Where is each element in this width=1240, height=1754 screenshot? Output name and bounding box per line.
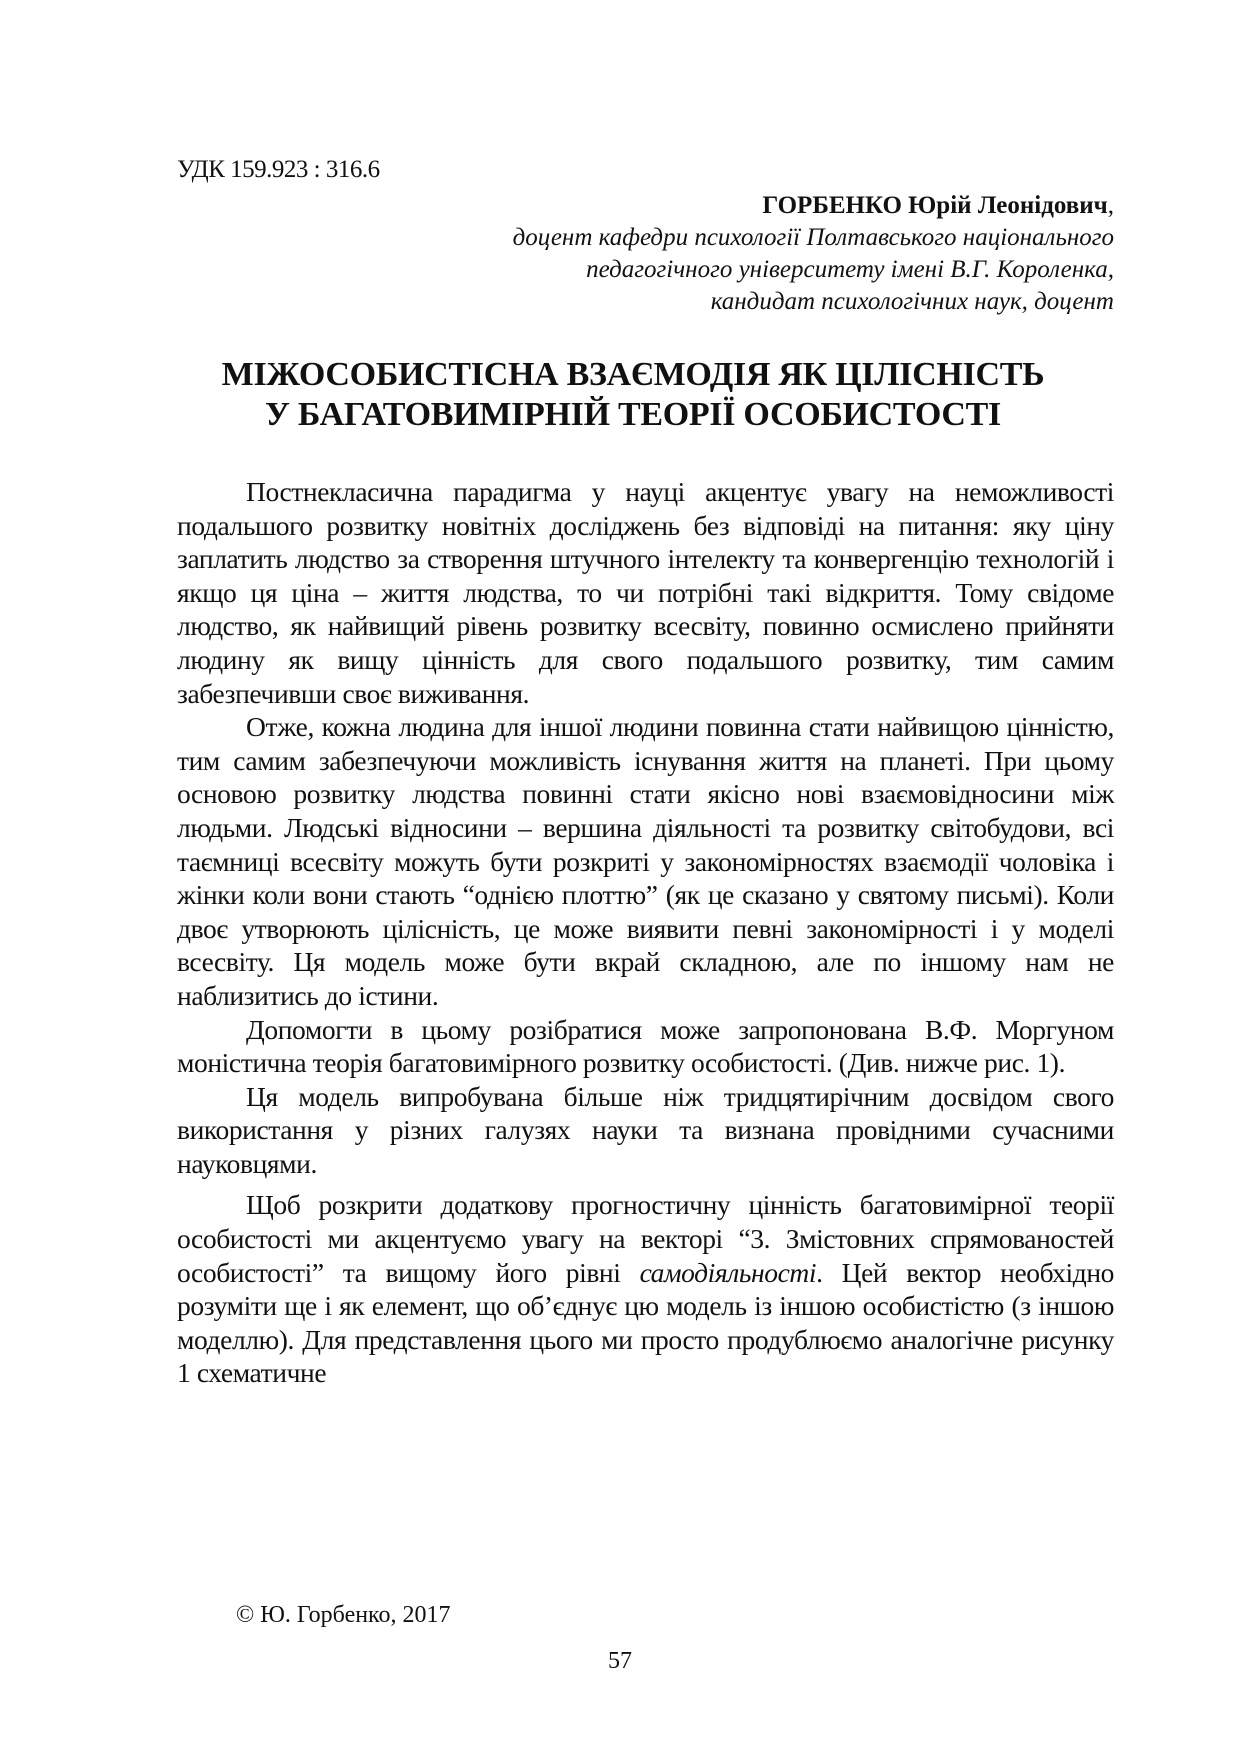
article-title	[150, 355, 1116, 435]
paragraph-5	[177, 1188, 1114, 1390]
author-name-line	[513, 190, 1114, 222]
paragraph-3: Допомогти в цьому розібратися може запропонована В.Ф. Моргуном моністична теорія багатовимірного розвитку особистості. (Див. нижче рис. 1).	[177, 1013, 1114, 1079]
author-block	[513, 190, 1114, 318]
title-line-1: МІЖОСОБИСТІСНА ВЗАЄМОДІЯ ЯК ЦІЛІСНІСТЬ	[221, 356, 1045, 393]
page-number: 57	[608, 1648, 632, 1674]
author-name: ГОРБЕНКО Юрій Леонідович	[762, 192, 1108, 219]
paragraph-4: Ця модель випробувана більше ніж тридцятирічним досвідом свого використання у різних галузях науки та визнана провідними сучасними науковцями.	[177, 1080, 1114, 1179]
paragraph-2: Отже, кожна людина для іншої людини повинна стати найвищою цінністю, тим самим забезпечуючи можливість існування життя на планеті. При цьому основою розвитку людства повинні стати якісно нові взаємовідносини між людьми. Людські відносини – вершина діяльності та розвитку світобудови, всі таємниці всесвіту можуть бути розкриті у закономірностях взаємодії чоловіка і жінки коли вони стають “однією плоттю” (як це сказано у святому письмі). Коли двоє утворюють цілісність, це може виявити певні закономірності і у моделі всесвіту. Ця модель може бути вкрай складною, але по іншому нам не наблизитись до істини.	[177, 711, 1114, 1011]
author-affiliation-2: педагогічного університету імені В.Г. Короленка,	[586, 256, 1114, 283]
paragraph-5-end: . Цей вектор необхідно розуміти ще і як елемент, що об’єднує цю модель із іншою особистістю (з іншою моделлю). Для представлення цього ми просто продублюємо аналогічне рисунку 1 схематичне	[177, 1256, 1114, 1389]
author-name-suffix: ,	[1107, 192, 1114, 219]
udk-code: УДК 159.923 : 316.6	[177, 156, 380, 183]
paragraph-5-start: Щоб розкрити додаткову прогностичну цінність багатовимірної теорії особистості ми акцентуємо увагу на векторі “3. Змістовних спрямованостей особистості” та вищому його рівні	[177, 1189, 1114, 1288]
author-affiliation-3: кандидат психологічних наук, доцент	[710, 288, 1114, 315]
paragraph-1: Постнекласична парадигма у науці акцентує увагу на неможливості подальшого розвитку новітніх досліджень без відповіді на питання: яку ціну заплатить людство за створення штучного інтелекту та конвергенцію технологій і якщо ця ціна – життя людства, то чи потрібні такі відкриття. Тому свідоме людство, як найвищий рівень розвитку всесвіту, повинно осмислено прийняти людину як вищу цінність для свого подальшого розвитку, тим самим забезпечивши своє виживання.	[177, 476, 1114, 709]
article-body	[177, 475, 1114, 1390]
copyright-note: © Ю. Горбенко, 2017	[236, 1602, 451, 1628]
author-affiliation-1: доцент кафедри психології Полтавського національного	[512, 224, 1114, 251]
title-line-2: У БАГАТОВИМІРНІЙ ТЕОРІЇ ОСОБИСТОСТІ	[265, 396, 1001, 433]
paragraph-5-italic-term: самодіяльності	[639, 1256, 817, 1288]
